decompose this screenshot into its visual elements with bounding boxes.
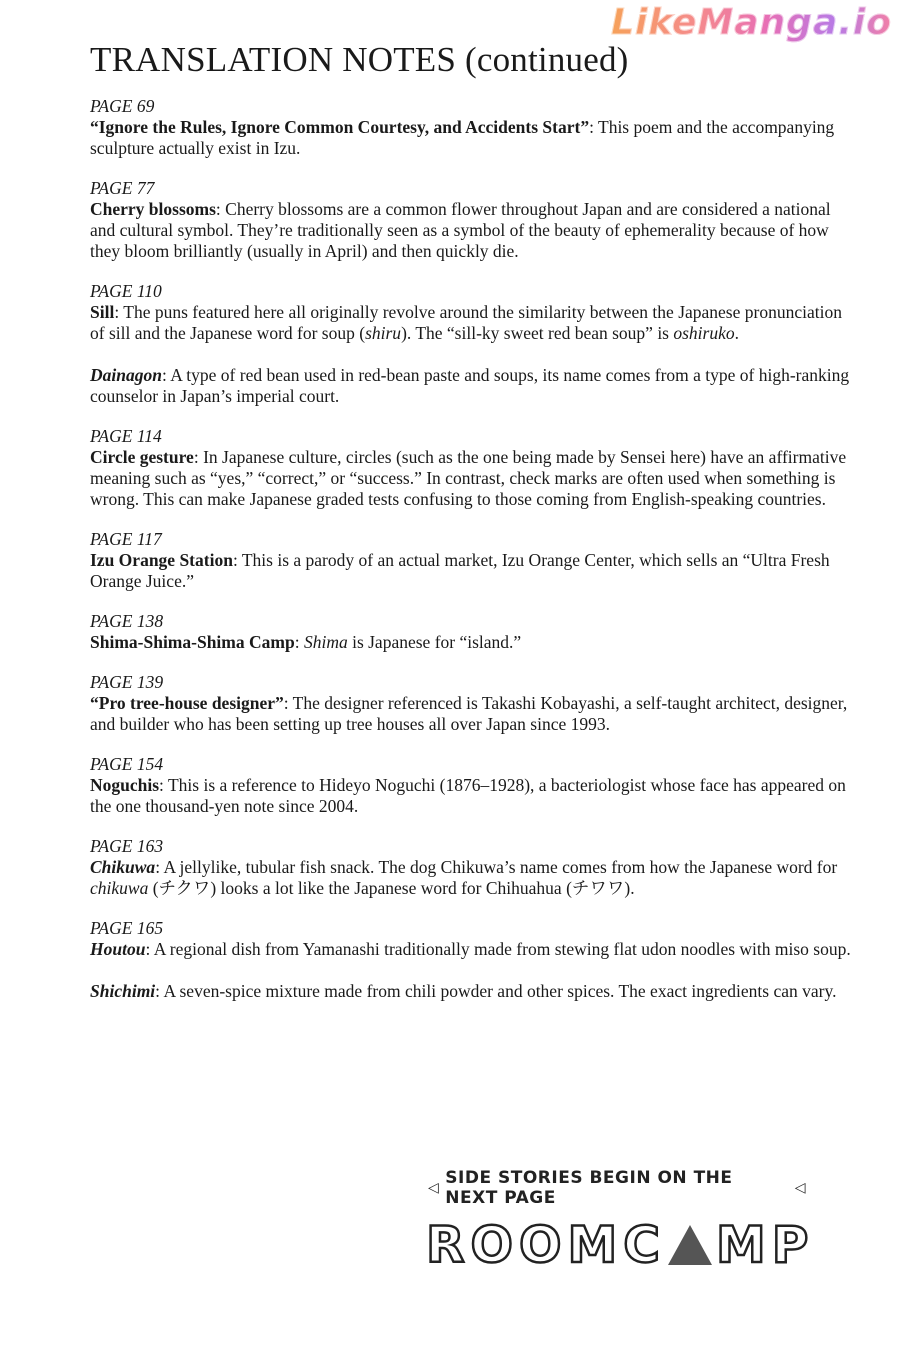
page-reference: PAGE 139 [90, 672, 164, 692]
note-block [90, 529, 860, 592]
note-text: : The puns featured here all originally revolve around the similarity between the Japanese pronunciation of sill and the Japanese word for soup ( [90, 302, 842, 343]
note-block [90, 836, 860, 899]
note-text: : A type of red bean used in red-bean paste and soups, its name comes from a type of high-ranking counselor in Japan’s imperial court. [90, 365, 850, 406]
note-text: : [294, 632, 304, 652]
note-entry [90, 857, 860, 899]
note-block [90, 281, 860, 407]
logo-letter-c: C [623, 1216, 666, 1274]
logo-word-room: ROOM [426, 1216, 624, 1274]
note-text: : A jellylike, tubular fish snack. The dog Chikuwa’s name comes from how the Japanese word for [155, 857, 838, 877]
note-entry [90, 302, 860, 344]
note-text: (チクワ) looks a lot like the Japanese word for Chihuahua (チワワ). [148, 878, 635, 898]
note-entry [90, 775, 860, 817]
page-reference: PAGE 77 [90, 178, 155, 198]
note-block [90, 672, 860, 735]
note-term: Izu Orange Station [90, 550, 233, 570]
page-reference: PAGE 163 [90, 836, 164, 856]
note-text: : The designer referenced is Takashi Kobayashi, a self-taught architect, designer, and builder who has been setting up tree houses all over Japan since 1993. [90, 693, 848, 734]
note-text: : This is a parody of an actual market, Izu Orange Center, which sells an “Ultra Fresh Orange Juice.” [90, 550, 830, 591]
note-text: . [734, 323, 739, 343]
note-term: Chikuwa [90, 857, 156, 877]
page-reference: PAGE 154 [90, 754, 164, 774]
page-reference: PAGE 117 [90, 529, 162, 549]
note-term: Noguchis [90, 775, 160, 795]
triangle-left-icon: ◁ [428, 1180, 440, 1196]
note-text: : This poem and the accompanying sculpture actually exist in Izu. [90, 117, 835, 158]
note-text: : Cherry blossoms are a common flower throughout Japan and are considered a national and cultural symbol. They’re traditionally seen as a symbol of the beauty of ephemerality because of how they bloom brilliantly (usually in April) and then quickly die. [90, 199, 831, 261]
note-entry [90, 117, 860, 159]
side-stories-banner [428, 1168, 806, 1208]
note-block [90, 611, 860, 653]
note-entry [90, 447, 860, 510]
note-text-italic: shiru [365, 323, 402, 343]
page-title: TRANSLATION NOTES (continued) [90, 40, 629, 79]
note-text-italic: oshiruko [673, 323, 735, 343]
translation-notes [90, 96, 860, 1021]
side-stories-text: SIDE STORIES BEGIN ON THE NEXT PAGE [445, 1168, 733, 1208]
side-stories-footer [426, 1168, 815, 1274]
page-reference: PAGE 114 [90, 426, 162, 446]
note-term: Shima-Shima-Shima Camp [90, 632, 295, 652]
note-text: : In Japanese culture, circles (such as the one being made by Sensei here) have an affirmative meaning such as “yes,” “correct,” or “success.” In contrast, check marks are often used when something is wrong. This can make Japanese graded tests confusing to those coming from English-speaking countries. [90, 447, 847, 509]
note-term: Dainagon [90, 365, 162, 385]
tent-icon [668, 1225, 712, 1265]
note-block [90, 96, 860, 159]
note-term: Sill [90, 302, 115, 322]
note-text-italic: chikuwa [90, 878, 149, 898]
note-text-italic: Shima [303, 632, 348, 652]
room-camp-logo [426, 1216, 815, 1274]
note-entry [90, 981, 860, 1002]
note-entry [90, 632, 860, 653]
page-reference: PAGE 165 [90, 918, 164, 938]
note-block [90, 426, 860, 510]
note-entry [90, 199, 860, 262]
triangle-left-icon: ◁ [794, 1180, 806, 1196]
note-text: : A regional dish from Yamanashi traditionally made from stewing flat udon noodles with miso soup. [145, 939, 851, 959]
note-block [90, 754, 860, 817]
note-term: Circle gesture [90, 447, 194, 467]
site-watermark: LikeManga.io [611, 2, 892, 43]
note-term: Shichimi [90, 981, 156, 1001]
note-entry [90, 365, 860, 407]
note-text: : This is a reference to Hideyo Noguchi (1876–1928), a bacteriologist whose face has appeared on the one thousand-yen note since 2004. [90, 775, 846, 816]
page-reference: PAGE 138 [90, 611, 164, 631]
note-term: Cherry blossoms [90, 199, 216, 219]
note-text: ). The “sill-ky sweet red bean soup” is [401, 323, 674, 343]
note-block [90, 918, 860, 1002]
note-entry [90, 693, 860, 735]
page-reference: PAGE 69 [90, 96, 155, 116]
note-entry [90, 939, 860, 960]
note-term: “Pro tree-house designer” [90, 693, 284, 713]
page-reference: PAGE 110 [90, 281, 162, 301]
note-term: Houtou [90, 939, 146, 959]
note-text: : A seven-spice mixture made from chili powder and other spices. The exact ingredients can vary. [155, 981, 837, 1001]
note-block [90, 178, 860, 262]
note-term: “Ignore the Rules, Ignore Common Courtesy, and Accidents Start” [90, 117, 590, 137]
note-entry [90, 550, 860, 592]
note-text: is Japanese for “island.” [347, 632, 522, 652]
logo-letters-mp: MP [715, 1216, 815, 1274]
